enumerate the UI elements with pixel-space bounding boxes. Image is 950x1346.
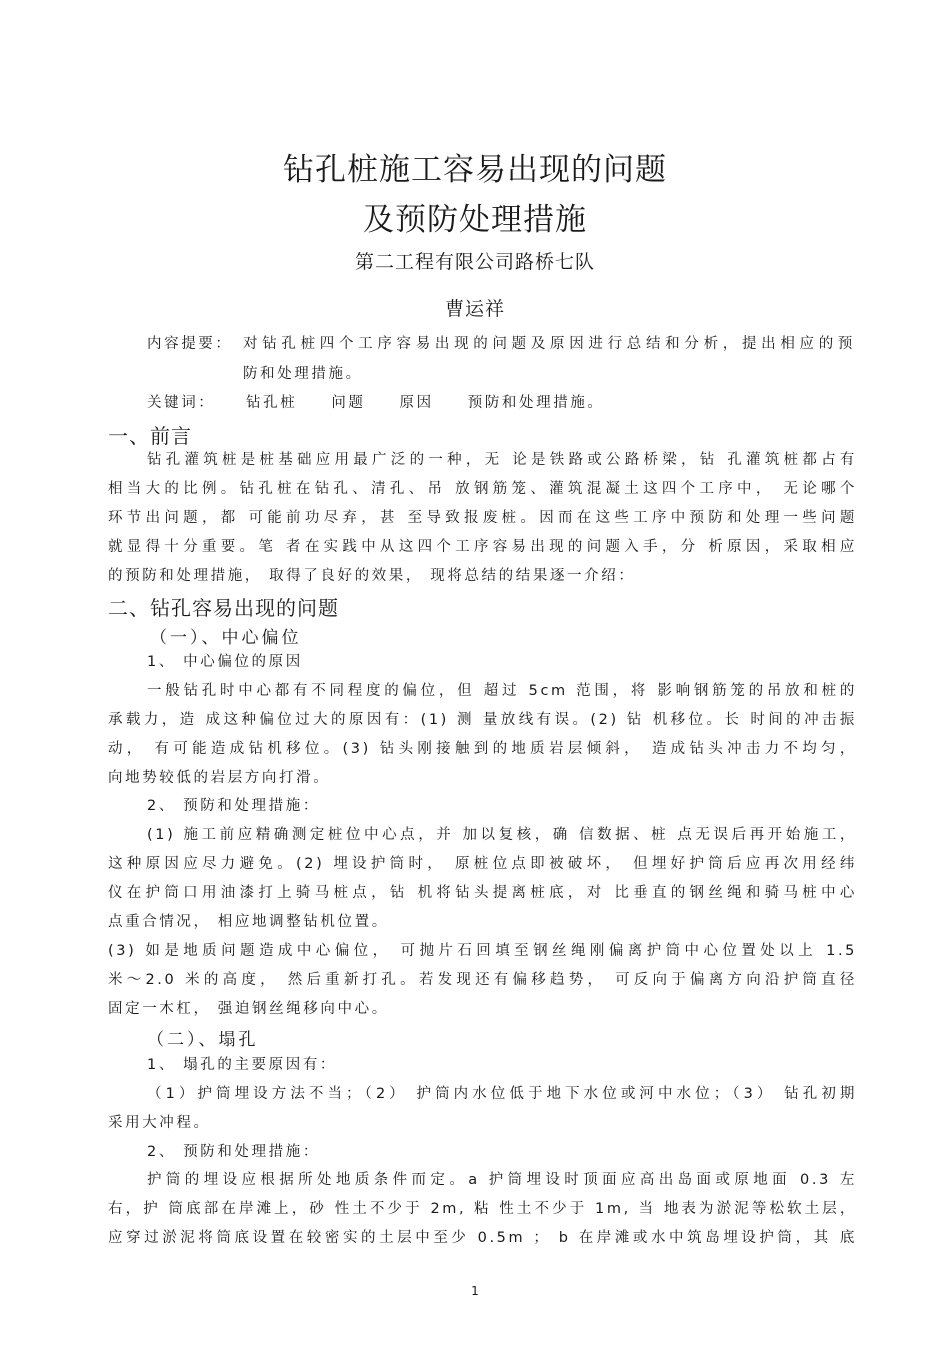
page-number: 1: [471, 1284, 479, 1298]
abstract-line: 防和处理措施。: [243, 366, 363, 382]
body-line: 承载力，造 成这种偏位过大的原因有：(1) 测 量放线有误。(2) 钻 机移位。长 时间的冲击振: [108, 712, 857, 728]
body-line: 的预防和处理措施， 取得了良好的效果， 现将总结的结果逐一介绍：: [108, 568, 636, 584]
body-line: 就显得十分重要。笔 者在实践中从这四个工序容易出现的问题入手，分 析原因，采取相应: [108, 539, 857, 555]
subsection-heading: （一）、中心偏位: [150, 628, 302, 648]
body-line: 仪在护筒口用油漆打上骑马桩点，钻 机将钻头提离桩底，对 比垂直的钢丝绳和骑马桩中心: [108, 885, 857, 901]
document-title-line-2: 及预防处理措施: [363, 202, 587, 238]
body-line: 护筒的埋设应根据所处地质条件而定。a 护筒埋设时顶面应高出岛面或原地面 0.3 左: [147, 1172, 857, 1188]
body-line: 这种原因应尽力避免。(2) 埋设护筒时， 原桩位点即被破坏， 但埋好护筒后应再次用经纬: [108, 856, 857, 872]
keyword: 预防和处理措施。: [467, 395, 605, 411]
body-line: 点重合情况， 相应地调整钻机位置。: [108, 914, 389, 930]
author: 曹运祥: [444, 298, 505, 320]
keywords-label: 关键词：: [147, 395, 216, 411]
abstract-label: 内容提要：: [147, 336, 233, 352]
body-line: 右，护 筒底部在岸滩上，砂 性土不少于 2m, 粘 性土不少于 1m, 当 地表为淤泥等松软土层，: [108, 1201, 857, 1217]
abstract-line: 对钻孔桩四个工序容易出现的问题及原因进行总结和分析，提出相应的预: [243, 336, 855, 352]
item-title: 1、 中心偏位的原因: [147, 654, 303, 670]
section-heading: 二、钻孔容易出现的问题: [108, 596, 339, 620]
item-title: 2、 预防和处理措施：: [147, 1144, 320, 1160]
keywords-list: [246, 393, 639, 413]
organization: 第二工程有限公司路桥七队: [354, 251, 595, 273]
body-line: 应穿过淤泥将筒底设置在较密实的土层中至少 0.5m ； b 在岸滩或水中筑岛埋设护筒，其 底: [108, 1230, 857, 1246]
body-line: 向地势较低的岩层方向打滑。: [108, 770, 331, 786]
keyword: 钻孔桩: [246, 395, 298, 411]
keyword: 问题: [331, 395, 366, 411]
body-line: 钻孔灌筑桩是桩基础应用最广泛的一种，无 论是铁路或公路桥梁，钻 孔灌筑桩都占有: [147, 452, 857, 468]
body-line: 米～2.0 米的高度， 然后重新打孔。若发现还有偏移趋势， 可反向于偏离方向沿护筒直径: [108, 972, 857, 988]
body-line: 一般钻孔时中心都有不同程度的偏位，但 超过 5cm 范围，将 影响钢筋笼的吊放和桩的: [147, 683, 857, 699]
body-line: (1) 施工前应精确测定桩位中心点，并 加以复核，确 信数据、桩 点无误后再开始施工，: [147, 827, 857, 843]
body-line: (3) 如是地质问题造成中心偏位， 可抛片石回填至钢丝绳刚偏离护筒中心位置处以上 1.5: [108, 943, 857, 959]
body-line: 固定一木杠， 强迫钢丝绳移向中心。: [108, 1001, 389, 1017]
body-line: 相当大的比例。钻孔桩在钻孔、清孔、吊 放钢筋笼、灌筑混凝土这四个工序中， 无论哪个: [108, 481, 857, 497]
item-title: 2、 预防和处理措施：: [147, 798, 320, 814]
section-heading: 一、前言: [108, 424, 192, 448]
body-line: 动， 有可能造成钻机移位。(3) 钻头刚接触到的地质岩层倾斜， 造成钻头冲击力不均匀，: [108, 741, 857, 757]
item-title: 1、 塌孔的主要原因有：: [147, 1057, 338, 1073]
document-title-line-1: 钻孔桩施工容易出现的问题: [283, 152, 667, 188]
keyword: 原因: [399, 395, 434, 411]
subsection-heading: （二）、塌孔: [147, 1030, 259, 1050]
body-line: 环节出问题，都 可能前功尽弃，甚 至导致报废桩。因而在这些工序中预防和处理一些问题: [108, 510, 857, 526]
body-line: 采用大冲程。: [108, 1115, 211, 1131]
body-line: （1）护筒埋设方法不当；（2） 护筒内水位低于地下水位或河中水位；（3） 钻孔初期: [147, 1086, 857, 1102]
